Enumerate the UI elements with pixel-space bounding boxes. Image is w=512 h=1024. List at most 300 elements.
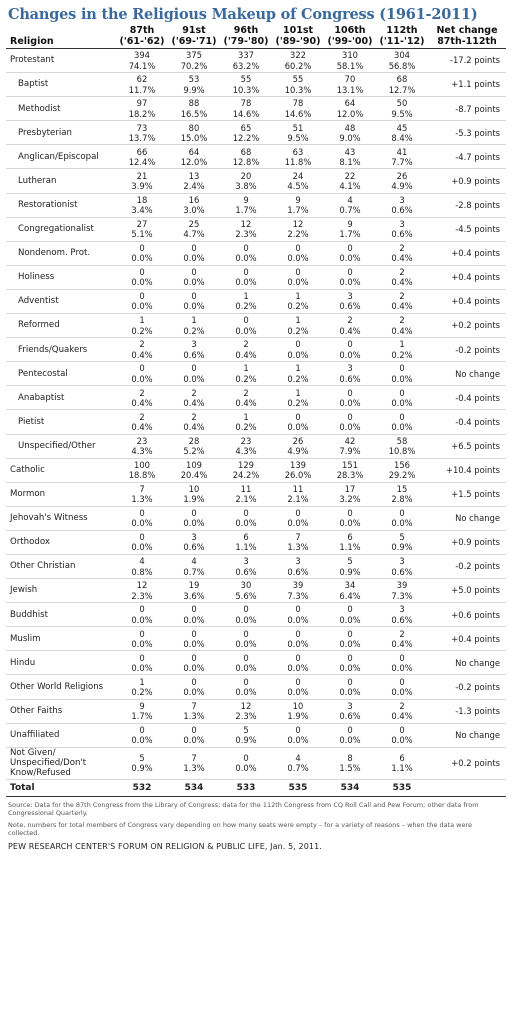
member-count: 0 bbox=[243, 243, 249, 253]
member-count: 5 bbox=[139, 752, 145, 763]
table-row bbox=[6, 145, 506, 169]
member-count: 0 bbox=[139, 363, 145, 374]
member-percent: 0.0% bbox=[391, 518, 413, 529]
net-change-value: +0.4 points bbox=[428, 265, 506, 289]
member-count: 4 bbox=[295, 752, 301, 763]
table-row bbox=[6, 554, 506, 578]
data-cell bbox=[324, 554, 376, 578]
member-percent: 0.0% bbox=[391, 686, 413, 697]
member-count: 0 bbox=[139, 243, 145, 253]
data-cell bbox=[272, 386, 324, 410]
col-header-name: 101st bbox=[282, 25, 314, 36]
col-header-years: ('99-'00) bbox=[324, 36, 376, 49]
member-percent: 1.1% bbox=[339, 542, 361, 553]
member-percent: 0.0% bbox=[235, 662, 257, 673]
data-cell bbox=[376, 73, 428, 97]
data-cell bbox=[324, 723, 376, 747]
member-count: 1 bbox=[295, 291, 301, 302]
member-count: 34 bbox=[344, 580, 356, 591]
data-cell bbox=[324, 338, 376, 362]
data-cell bbox=[324, 458, 376, 482]
data-cell bbox=[376, 554, 428, 578]
net-change-value: +0.9 points bbox=[428, 530, 506, 554]
member-count: 97 bbox=[136, 98, 148, 109]
religion-label: Pietist bbox=[6, 410, 116, 434]
member-count: 0 bbox=[399, 724, 405, 735]
member-percent: 0.0% bbox=[287, 662, 309, 673]
net-change-value: +1.5 points bbox=[428, 482, 506, 506]
member-count: 51 bbox=[292, 122, 304, 133]
data-cell bbox=[272, 675, 324, 699]
member-count: 3 bbox=[399, 218, 405, 229]
data-cell bbox=[272, 338, 324, 362]
net-change-value: -4.5 points bbox=[428, 217, 506, 241]
source-note: Source: Data for the 87th Congress from the Library of Congress; data for the 112th Congress from CQ Roll Call and Pew Forum; other data from Congressional Quarterly. bbox=[8, 800, 479, 817]
col-header-years: ('61-'62) bbox=[116, 36, 168, 49]
member-count: 0 bbox=[295, 411, 301, 422]
member-count: 4 bbox=[139, 556, 145, 567]
data-cell bbox=[116, 193, 168, 217]
data-cell bbox=[116, 506, 168, 530]
data-cell bbox=[220, 49, 272, 73]
member-percent: 12.4% bbox=[128, 156, 156, 167]
data-cell bbox=[168, 362, 220, 386]
member-count: 5 bbox=[243, 724, 249, 735]
religion-label: Other Christian bbox=[6, 554, 116, 578]
member-percent: 1.5% bbox=[339, 763, 361, 774]
data-cell bbox=[324, 651, 376, 675]
member-count: 5 bbox=[399, 532, 405, 543]
table-row bbox=[6, 362, 506, 386]
data-cell bbox=[272, 506, 324, 530]
method-note: Note, numbers for total members of Congress vary depending on how many seats were empty – for a variety of reasons – when the data were collected. bbox=[8, 820, 472, 837]
data-cell bbox=[324, 603, 376, 627]
data-cell bbox=[168, 49, 220, 73]
member-count: 0 bbox=[347, 604, 353, 615]
data-cell bbox=[168, 506, 220, 530]
member-percent: 4.3% bbox=[235, 446, 257, 457]
member-count: 304 bbox=[394, 50, 410, 61]
member-percent: 0.0% bbox=[391, 397, 413, 408]
member-percent: 1.1% bbox=[391, 763, 413, 774]
member-count: 0 bbox=[347, 243, 353, 253]
data-cell bbox=[220, 73, 272, 97]
data-cell bbox=[116, 121, 168, 145]
data-cell bbox=[168, 241, 220, 265]
member-percent: 0.4% bbox=[391, 325, 413, 336]
religion-label: Anglican/Episcopal bbox=[6, 145, 116, 169]
data-cell bbox=[116, 530, 168, 554]
religion-label: Reformed bbox=[6, 314, 116, 338]
member-count: 62 bbox=[136, 74, 148, 85]
member-percent: 58.1% bbox=[336, 60, 364, 71]
member-percent: 0.2% bbox=[287, 325, 309, 336]
member-percent: 20.4% bbox=[180, 470, 208, 481]
table-row bbox=[6, 289, 506, 313]
member-percent: 0.0% bbox=[131, 277, 153, 288]
religion-label: Jewish bbox=[6, 579, 116, 603]
member-percent: 0.0% bbox=[339, 735, 361, 746]
member-percent: 0.9% bbox=[235, 735, 257, 746]
data-cell bbox=[376, 482, 428, 506]
member-count: 9 bbox=[139, 700, 145, 711]
religion-label: Congregationalist bbox=[6, 217, 116, 241]
member-percent: 0.2% bbox=[235, 373, 257, 384]
member-count: 10 bbox=[292, 700, 304, 711]
member-percent: 0.2% bbox=[287, 397, 309, 408]
member-count: 39 bbox=[396, 580, 408, 591]
member-count: 17 bbox=[344, 483, 356, 494]
member-count: 65 bbox=[240, 122, 252, 133]
member-percent: 0.2% bbox=[287, 301, 309, 312]
member-count: 50 bbox=[396, 98, 408, 109]
data-cell bbox=[168, 675, 220, 699]
religion-label: Pentecostal bbox=[6, 362, 116, 386]
member-percent: 0.6% bbox=[235, 566, 257, 577]
member-percent: 9.0% bbox=[339, 132, 361, 143]
member-percent: 4.9% bbox=[287, 446, 309, 457]
data-cell bbox=[220, 410, 272, 434]
member-percent: 0.0% bbox=[235, 325, 257, 336]
member-percent: 0.2% bbox=[391, 349, 413, 360]
data-cell bbox=[168, 265, 220, 289]
data-cell bbox=[220, 362, 272, 386]
member-percent: 0.0% bbox=[131, 518, 153, 529]
data-cell bbox=[376, 314, 428, 338]
data-cell bbox=[272, 434, 324, 458]
member-percent: 0.6% bbox=[287, 566, 309, 577]
data-cell bbox=[272, 747, 324, 779]
data-cell bbox=[220, 603, 272, 627]
member-percent: 0.0% bbox=[131, 542, 153, 553]
member-count: 27 bbox=[136, 218, 148, 229]
member-percent: 1.7% bbox=[287, 205, 309, 216]
member-count: 0 bbox=[399, 508, 405, 519]
data-cell bbox=[220, 699, 272, 723]
member-count: 1 bbox=[295, 387, 301, 398]
member-percent: 70.2% bbox=[180, 60, 208, 71]
member-percent: 0.0% bbox=[339, 421, 361, 432]
member-count: 3 bbox=[399, 556, 405, 567]
table-row bbox=[6, 723, 506, 747]
data-cell bbox=[324, 699, 376, 723]
member-count: 2 bbox=[191, 387, 197, 398]
member-count: 68 bbox=[396, 74, 408, 85]
member-percent: 0.6% bbox=[339, 301, 361, 312]
data-cell bbox=[220, 675, 272, 699]
data-cell bbox=[220, 579, 272, 603]
member-percent: 0.4% bbox=[131, 421, 153, 432]
data-cell bbox=[168, 121, 220, 145]
member-count: 1 bbox=[243, 291, 249, 302]
member-percent: 0.0% bbox=[339, 349, 361, 360]
table-row bbox=[6, 73, 506, 97]
net-change-value: +0.9 points bbox=[428, 169, 506, 193]
net-change-value: No change bbox=[428, 362, 506, 386]
member-count: 0 bbox=[347, 267, 353, 278]
member-percent: 0.0% bbox=[183, 373, 205, 384]
member-count: 0 bbox=[399, 676, 405, 687]
member-count: 7 bbox=[295, 532, 301, 543]
member-percent: 2.4% bbox=[183, 181, 205, 192]
religion-label: Mormon bbox=[6, 482, 116, 506]
religion-label: Holiness bbox=[6, 265, 116, 289]
member-count: 12 bbox=[240, 218, 252, 229]
member-count: 10 bbox=[188, 483, 200, 494]
data-cell bbox=[168, 723, 220, 747]
member-count: 16 bbox=[188, 194, 200, 205]
member-count: 0 bbox=[191, 676, 197, 687]
member-percent: 0.0% bbox=[183, 301, 205, 312]
member-count: 3 bbox=[347, 700, 353, 711]
member-percent: 12.0% bbox=[336, 108, 364, 119]
total-value: 533 bbox=[220, 779, 272, 796]
member-percent: 7.7% bbox=[391, 156, 413, 167]
religion-label: Other World Religions bbox=[6, 675, 116, 699]
member-percent: 0.6% bbox=[391, 205, 413, 216]
table-row bbox=[6, 506, 506, 530]
member-count: 0 bbox=[191, 724, 197, 735]
member-count: 0 bbox=[191, 363, 197, 374]
table-row bbox=[6, 699, 506, 723]
member-percent: 0.0% bbox=[339, 277, 361, 288]
member-percent: 24.2% bbox=[232, 470, 260, 481]
data-cell bbox=[116, 603, 168, 627]
member-count: 0 bbox=[295, 628, 301, 639]
member-percent: 0.2% bbox=[131, 686, 153, 697]
member-percent: 2.8% bbox=[391, 494, 413, 505]
data-cell bbox=[116, 434, 168, 458]
member-count: 0 bbox=[347, 628, 353, 639]
data-cell bbox=[272, 289, 324, 313]
member-percent: 0.0% bbox=[287, 421, 309, 432]
data-cell bbox=[168, 97, 220, 121]
member-count: 2 bbox=[191, 411, 197, 422]
data-cell bbox=[324, 193, 376, 217]
member-count: 375 bbox=[186, 50, 202, 61]
member-percent: 11.8% bbox=[284, 156, 312, 167]
member-count: 0 bbox=[191, 243, 197, 253]
member-count: 41 bbox=[396, 146, 408, 157]
member-percent: 9.9% bbox=[183, 84, 205, 95]
member-count: 3 bbox=[347, 363, 353, 374]
table-row bbox=[6, 747, 506, 779]
member-count: 0 bbox=[139, 508, 145, 519]
member-percent: 7.3% bbox=[287, 590, 309, 601]
religion-label: Hindu bbox=[6, 651, 116, 675]
data-cell bbox=[272, 169, 324, 193]
data-cell bbox=[324, 289, 376, 313]
member-count: 7 bbox=[139, 483, 145, 494]
member-percent: 6.4% bbox=[339, 590, 361, 601]
data-cell bbox=[168, 579, 220, 603]
member-count: 0 bbox=[191, 508, 197, 519]
member-count: 2 bbox=[399, 291, 405, 302]
net-change-value: -0.4 points bbox=[428, 410, 506, 434]
member-percent: 12.0% bbox=[180, 156, 208, 167]
data-cell bbox=[116, 145, 168, 169]
member-percent: 1.7% bbox=[235, 205, 257, 216]
data-cell bbox=[116, 169, 168, 193]
member-percent: 4.9% bbox=[391, 181, 413, 192]
member-count: 310 bbox=[342, 50, 358, 61]
member-percent: 0.4% bbox=[339, 325, 361, 336]
member-percent: 0.0% bbox=[235, 763, 257, 774]
data-cell bbox=[116, 747, 168, 779]
data-cell bbox=[168, 410, 220, 434]
member-percent: 4.5% bbox=[287, 181, 309, 192]
member-percent: 4.7% bbox=[183, 229, 205, 240]
member-percent: 63.2% bbox=[232, 60, 260, 71]
member-percent: 5.6% bbox=[235, 590, 257, 601]
data-cell bbox=[272, 362, 324, 386]
member-count: 0 bbox=[139, 291, 145, 302]
member-count: 2 bbox=[139, 339, 145, 350]
member-count: 2 bbox=[399, 700, 405, 711]
data-cell bbox=[168, 314, 220, 338]
data-cell bbox=[376, 265, 428, 289]
member-count: 63 bbox=[292, 146, 304, 157]
member-percent: 0.2% bbox=[131, 325, 153, 336]
data-cell bbox=[116, 241, 168, 265]
member-percent: 0.4% bbox=[391, 638, 413, 649]
data-cell bbox=[376, 699, 428, 723]
religion-label: Unspecified/Other bbox=[6, 434, 116, 458]
table-row bbox=[6, 386, 506, 410]
member-percent: 0.0% bbox=[287, 253, 309, 264]
total-value: 535 bbox=[272, 779, 324, 796]
religion-label: Baptist bbox=[6, 73, 116, 97]
data-cell bbox=[324, 145, 376, 169]
religion-label: Buddhist bbox=[6, 603, 116, 627]
total-label: Total bbox=[6, 779, 116, 796]
member-count: 1 bbox=[139, 676, 145, 687]
member-percent: 1.1% bbox=[235, 542, 257, 553]
member-count: 0 bbox=[243, 628, 249, 639]
member-count: 2 bbox=[139, 411, 145, 422]
religion-label: Other Faiths bbox=[6, 699, 116, 723]
member-percent: 0.7% bbox=[183, 566, 205, 577]
member-percent: 29.2% bbox=[388, 470, 416, 481]
member-percent: 0.4% bbox=[391, 253, 413, 264]
total-row bbox=[6, 779, 506, 796]
net-change-value: +0.2 points bbox=[428, 314, 506, 338]
net-change-value: -2.8 points bbox=[428, 193, 506, 217]
data-cell bbox=[116, 482, 168, 506]
member-count: 6 bbox=[399, 752, 405, 763]
member-percent: 0.0% bbox=[391, 373, 413, 384]
table-row bbox=[6, 97, 506, 121]
net-change-value: -8.7 points bbox=[428, 97, 506, 121]
member-percent: 0.6% bbox=[391, 566, 413, 577]
data-cell bbox=[324, 73, 376, 97]
member-percent: 0.0% bbox=[131, 614, 153, 625]
member-count: 0 bbox=[295, 652, 301, 663]
member-percent: 7.9% bbox=[339, 446, 361, 457]
member-count: 24 bbox=[292, 170, 304, 181]
member-count: 13 bbox=[188, 170, 200, 181]
member-percent: 0.2% bbox=[287, 373, 309, 384]
member-percent: 0.0% bbox=[183, 662, 205, 673]
member-percent: 0.0% bbox=[391, 662, 413, 673]
data-cell bbox=[324, 121, 376, 145]
col-header-name: 96th bbox=[233, 25, 259, 36]
data-cell bbox=[324, 49, 376, 73]
member-count: 0 bbox=[243, 652, 249, 663]
member-percent: 60.2% bbox=[284, 60, 312, 71]
data-cell bbox=[116, 97, 168, 121]
member-count: 23 bbox=[240, 435, 252, 446]
member-percent: 0.0% bbox=[339, 686, 361, 697]
data-cell bbox=[376, 651, 428, 675]
data-cell bbox=[376, 579, 428, 603]
data-cell bbox=[116, 217, 168, 241]
table-row bbox=[6, 458, 506, 482]
member-percent: 0.0% bbox=[287, 735, 309, 746]
net-change-value: +10.4 points bbox=[428, 458, 506, 482]
member-count: 28 bbox=[188, 435, 200, 446]
member-percent: 3.6% bbox=[183, 590, 205, 601]
net-change-value: -5.3 points bbox=[428, 121, 506, 145]
member-percent: 0.4% bbox=[235, 349, 257, 360]
data-cell bbox=[272, 410, 324, 434]
member-count: 9 bbox=[347, 218, 353, 229]
member-count: 1 bbox=[191, 315, 197, 326]
data-cell bbox=[324, 217, 376, 241]
table-row bbox=[6, 169, 506, 193]
data-cell bbox=[220, 265, 272, 289]
data-cell bbox=[376, 145, 428, 169]
member-count: 0 bbox=[347, 339, 353, 350]
net-change-value: -0.2 points bbox=[428, 675, 506, 699]
data-cell bbox=[220, 121, 272, 145]
data-cell bbox=[168, 217, 220, 241]
member-count: 42 bbox=[344, 435, 356, 446]
member-count: 0 bbox=[399, 411, 405, 422]
col-header-name: 87th bbox=[129, 25, 155, 36]
member-percent: 0.0% bbox=[183, 518, 205, 529]
data-cell bbox=[116, 338, 168, 362]
data-cell bbox=[116, 49, 168, 73]
member-percent: 8.4% bbox=[391, 132, 413, 143]
data-cell bbox=[272, 73, 324, 97]
data-cell bbox=[116, 579, 168, 603]
member-percent: 1.7% bbox=[131, 711, 153, 722]
data-cell bbox=[324, 675, 376, 699]
table-row bbox=[6, 314, 506, 338]
table-row bbox=[6, 265, 506, 289]
member-count: 11 bbox=[240, 483, 252, 494]
data-cell bbox=[168, 193, 220, 217]
member-count: 6 bbox=[347, 532, 353, 543]
member-percent: 2.3% bbox=[235, 711, 257, 722]
data-cell bbox=[220, 723, 272, 747]
member-count: 3 bbox=[191, 339, 197, 350]
data-cell bbox=[220, 434, 272, 458]
member-count: 2 bbox=[243, 387, 249, 398]
data-cell bbox=[168, 699, 220, 723]
religion-label: Restorationist bbox=[6, 193, 116, 217]
member-percent: 18.8% bbox=[128, 470, 156, 481]
data-cell bbox=[272, 530, 324, 554]
member-percent: 0.4% bbox=[391, 711, 413, 722]
member-count: 0 bbox=[191, 604, 197, 615]
member-count: 139 bbox=[290, 459, 306, 470]
member-count: 48 bbox=[344, 122, 356, 133]
member-count: 66 bbox=[136, 146, 148, 157]
data-cell bbox=[272, 651, 324, 675]
member-count: 3 bbox=[191, 532, 197, 543]
